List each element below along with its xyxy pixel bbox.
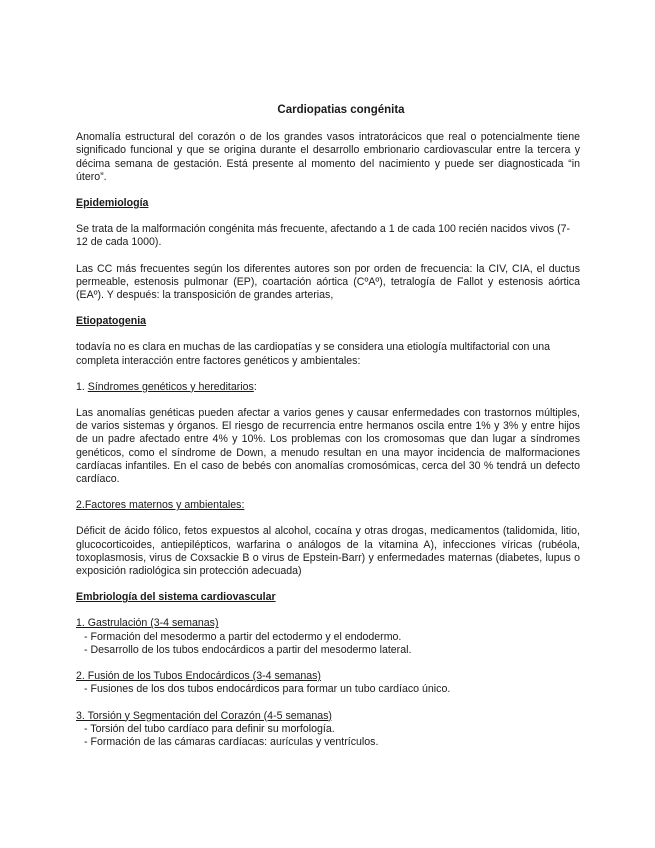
stage-item: - Torsión del tubo cardíaco para definir su morfología. <box>84 722 335 735</box>
sindromes-number: 1. <box>76 380 88 393</box>
stage-item: - Desarrollo de los tubos endocárdicos a partir del mesodermo lateral. <box>84 643 412 656</box>
etiopatogenia-paragraph-1: todavía no es clara en muchas de las cardiopatías y se considera una etiología multifactorial con una completa interacción entre factores genéticos y ambientales: <box>76 341 551 367</box>
stage-fusion <box>76 670 580 696</box>
epidemiologia-heading: Epidemiología <box>76 197 149 210</box>
etiopatogenia-heading: Etiopatogenia <box>76 315 147 328</box>
factores-label: 2.Factores maternos y ambientales: <box>76 499 245 512</box>
stage-gastrulacion <box>76 617 580 657</box>
factores-paragraph: Déficit de ácido fólico, fetos expuestos al alcohol, cocaína y otras drogas, medicamentos (talidomida, litio, glucocorticoides, antiepilépticos, warfarina o análogos de la vitamina A), infecciones víricas (rubéola, toxoplasmosis, virus de Coxsackie B o virus de Epstein-Barr) y enfermedades maternas (diabetes, lupus o exposición radiológica sin protección adecuada) <box>76 525 580 578</box>
sindromes-label: Síndromes genéticos y hereditarios <box>87 380 254 393</box>
stage-title: 2. Fusión de los Tubos Endocárdicos (3-4 semanas) <box>76 670 321 683</box>
stage-torsion <box>76 710 580 750</box>
document-title: Cardiopatias congénita <box>277 104 405 116</box>
stage-item: - Formación del mesodermo a partir del ectodermo y el endodermo. <box>84 630 402 643</box>
epidemiologia-paragraph-1: Se trata de la malformación congénita más frecuente, afectando a 1 de cada 100 recién nacidos vivos (7-12 de cada 1000). <box>76 223 571 249</box>
intro-paragraph: Anomalía estructural del corazón o de los grandes vasos intratorácicos que real o potencialmente tiene significado funcional y que se origina durante el desarrollo embrionario cardiovascular entre la tercera y décima semana de gestación. Está presente al momento del nacimiento y puede ser diagnosticada “in útero”. <box>76 131 580 183</box>
stage-item: - Formación de las cámaras cardíacas: aurículas y ventrículos. <box>84 735 379 748</box>
stage-title: 3. Torsión y Segmentación del Corazón (4-5 semanas) <box>76 709 332 722</box>
sindromes-subheading <box>76 381 580 394</box>
factores-subheading <box>76 499 580 512</box>
document-content <box>76 104 580 762</box>
sindromes-paragraph: Las anomalías genéticas pueden afectar a varios genes y causar enfermedades con trastornos múltiples, de varios sistemas y órganos. El riesgo de recurrencia entre hermanos oscila entre 1% y 3% y entre hijos de un padre afectado entre 4% y 10%. Los problemas con los cromosomas que dan lugar a síndromes genéticos, como el síndrome de Down, a menudo resultan en una mayor incidencia de malformaciones cardíacas infantiles. En el caso de bebés con anomalías cromosómicas, cerca del 30 % tendrá un defecto cardíaco. <box>76 407 580 486</box>
epidemiologia-paragraph-2: Las CC más frecuentes según los diferentes autores son por orden de frecuencia: la CIV, CIA, el ductus permeable, estenosis pulmonar (EP), coartación aórtica (CºAº), tetralogía de Fallot y estenosis aórtica (EAº). Y después: la transposición de grandes arterias, <box>76 262 580 302</box>
sindromes-colon: : <box>253 380 257 393</box>
stage-item: - Fusiones de los dos tubos endocárdicos para formar un tubo cardíaco único. <box>84 683 451 696</box>
embriologia-heading: Embriología del sistema cardiovascular <box>76 591 276 604</box>
stage-title: 1. Gastrulación (3-4 semanas) <box>76 617 219 630</box>
